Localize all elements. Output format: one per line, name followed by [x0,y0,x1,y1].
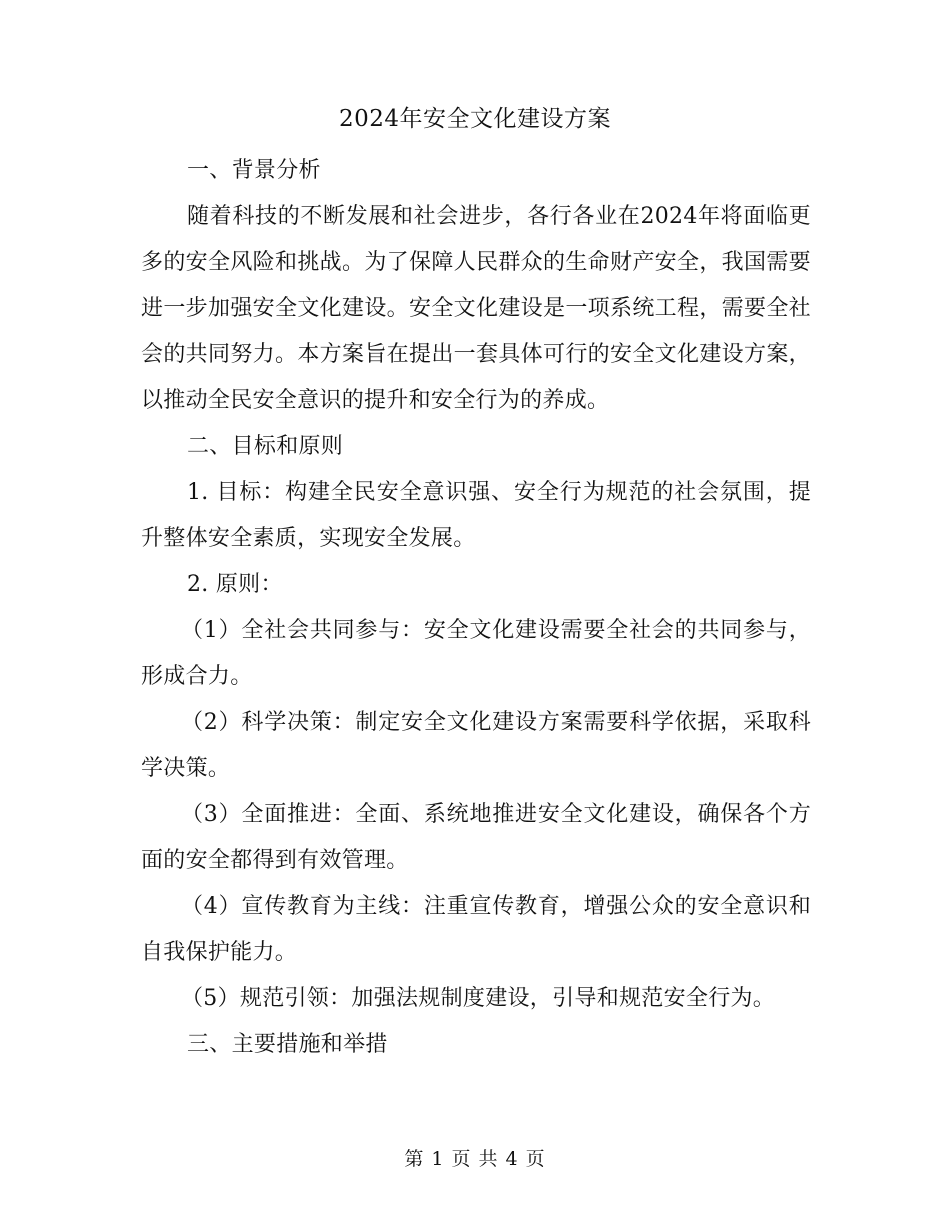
section-heading-measures: 三、主要措施和举措 [187,1032,388,1057]
paragraph-background: 随着科技的不断发展和社会进步，各行各业在2024年将面临更多的安全风险和挑战。为了保障人民群众的生命财产安全，我国需要进一步加强安全文化建设。安全文化建设是一项系统工程，需要全社会的共同努力。本方案旨在提出一套具体可行的安全文化建设方案，以推动全民安全意识的提升和安全行为的养成。 [141,204,811,413]
principle-item-1: （1）全社会共同参与：安全文化建设需要全社会的共同参与，形成合力。 [141,618,811,689]
principle-item-3: （3）全面推进：全面、系统地推进安全文化建设，确保各个方面的安全都得到有效管理。 [141,802,811,873]
section-heading-background: 一、背景分析 [187,158,321,183]
paragraph-principles-label: 2. 原则： [187,572,283,597]
section-heading-goals: 二、目标和原则 [187,434,344,459]
principle-item-5: （5）规范引领：加强法规制度建设，引导和规范安全行为。 [181,986,776,1011]
document-title: 2024年安全文化建设方案 [338,106,612,132]
document-body [141,148,811,1068]
paragraph-goal: 1. 目标：构建全民安全意识强、安全行为规范的社会氛围，提升整体安全素质，实现安全发展。 [141,480,811,551]
principle-item-2: （2）科学决策：制定安全文化建设方案需要科学依据，采取科学决策。 [141,710,811,781]
page-footer: 第 1 页 共 4 页 [404,1148,546,1170]
principle-item-4: （4）宣传教育为主线：注重宣传教育，增强公众的安全意识和自我保护能力。 [141,894,811,965]
